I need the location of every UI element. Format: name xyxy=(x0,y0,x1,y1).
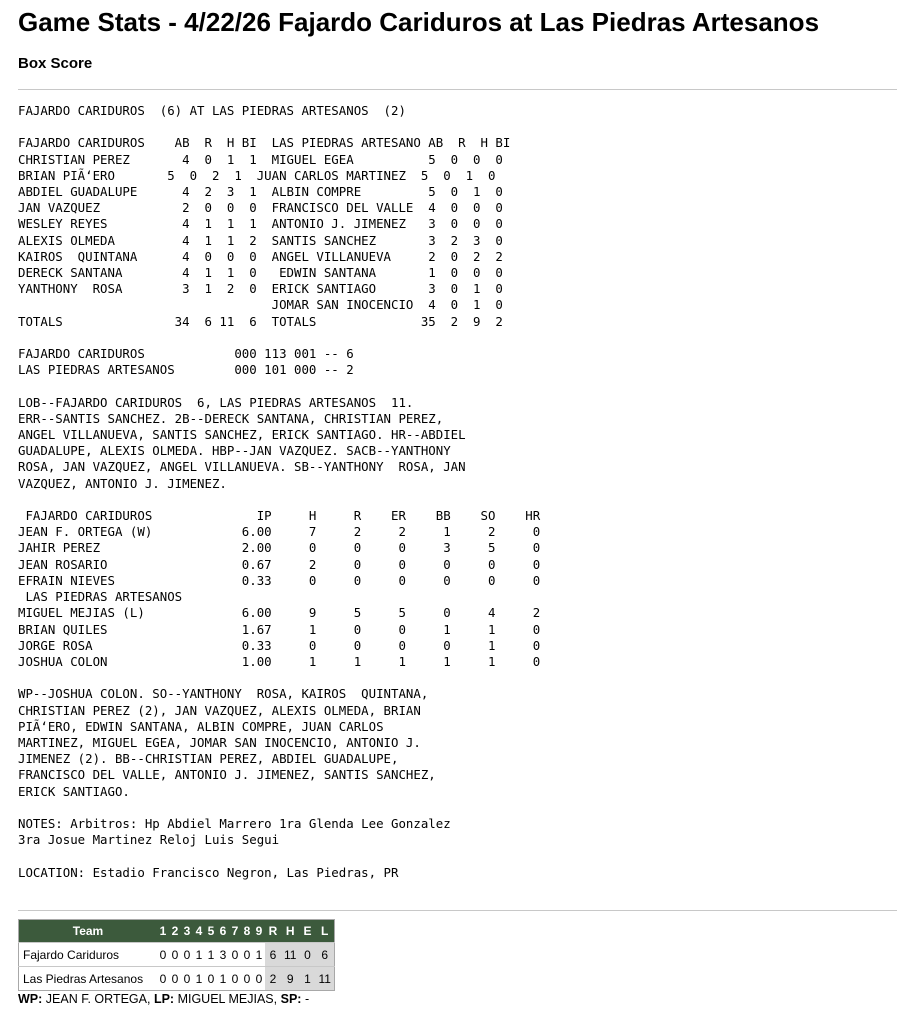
col-header-inning-2: 2 xyxy=(169,920,181,943)
inning-score: 1 xyxy=(193,967,205,991)
total-lob: 6 xyxy=(315,943,334,967)
col-header-inning-4: 4 xyxy=(193,920,205,943)
col-header-team: Team xyxy=(19,920,158,943)
divider-top xyxy=(18,89,897,90)
linescore-header-row xyxy=(19,920,335,943)
inning-score: 0 xyxy=(229,967,241,991)
divider-bottom xyxy=(18,910,897,911)
inning-score: 0 xyxy=(169,967,181,991)
lp-value: MIGUEL MEJIAS xyxy=(177,992,274,1006)
wp-value: JEAN F. ORTEGA xyxy=(45,992,147,1006)
team-name: Las Piedras Artesanos xyxy=(19,967,158,991)
inning-score: 0 xyxy=(169,943,181,967)
inning-score: 0 xyxy=(205,967,217,991)
col-header-inning-1: 1 xyxy=(157,920,169,943)
inning-score: 3 xyxy=(217,943,229,967)
col-header-inning-9: 9 xyxy=(253,920,265,943)
inning-score: 1 xyxy=(253,943,265,967)
linescore-row-home xyxy=(19,967,335,991)
col-header-lob: L xyxy=(315,920,334,943)
lp-label: LP: xyxy=(153,992,175,1006)
col-header-inning-8: 8 xyxy=(241,920,253,943)
col-header-inning-6: 6 xyxy=(217,920,229,943)
col-header-inning-7: 7 xyxy=(229,920,241,943)
inning-score: 0 xyxy=(241,943,253,967)
linescore-table xyxy=(18,919,335,991)
total-errors: 1 xyxy=(299,967,315,991)
sp-value: - xyxy=(304,992,310,1006)
sp-label: SP: xyxy=(280,992,302,1006)
col-header-errors: E xyxy=(299,920,315,943)
total-runs: 6 xyxy=(265,943,281,967)
inning-score: 0 xyxy=(181,943,193,967)
col-header-inning-5: 5 xyxy=(205,920,217,943)
total-runs: 2 xyxy=(265,967,281,991)
total-hits: 9 xyxy=(281,967,299,991)
separator: , xyxy=(273,992,281,1006)
inning-score: 0 xyxy=(229,943,241,967)
separator: , xyxy=(146,992,154,1006)
total-lob: 11 xyxy=(315,967,334,991)
page-title: Game Stats - 4/22/26 Fajardo Cariduros at Las Piedras Artesanos xyxy=(18,7,820,37)
inning-score: 0 xyxy=(157,943,169,967)
box-score-text: FAJARDO CARIDUROS (6) AT LAS PIEDRAS ARTESANOS (2) FAJARDO CARIDUROS AB R H BI LAS PIEDRAS ARTESANO AB R H BI CHRISTIAN PEREZ 4 0 1 1 MIGUEL EGEA 5 0 0 0 BRIAN PIÃ‘ERO 5 0 2 1 JUAN CARLOS MARTINEZ 5 0 1 0 ABDIEL GUADALUPE 4 2 3 1 ALBIN COMPRE 5 0 1 0 JAN VAZQUEZ 2 0 0 0 FRANCISCO DEL VALLE 4 0 0 0 WESLEY REYES 4 1 1 1 ANTONIO J. JIMENEZ 3 0 0 0 ALEXIS OLMEDA 4 1 1 2 SANTIS SANCHEZ 3 2 3 0 KAIROS QUINTANA 4 0 0 0 ANGEL VILLANUEVA 2 0 2 2 DERECK SANTANA 4 1 1 0 EDWIN SANTANA 1 0 0 0 YANTHONY ROSA 3 1 2 0 ERICK SANTIAGO 3 0 1 0 JOMAR SAN INOCENCIO 4 0 1 0 TOTALS 34 6 11 6 TOTALS 35 2 9 2 FAJARDO CARIDUROS 000 113 001 -- 6 LAS PIEDRAS ARTESANOS 000 101 000 -- 2 LOB--FAJARDO CARIDUROS 6, LAS PIEDRAS ARTESANOS 11. ERR--SANTIS SANCHEZ. 2B--DERECK SANTANA, CHRISTIAN PEREZ, ANGEL VILLANUEVA, SANTIS SANCHEZ, ERICK SANTIAGO. HR--ABDIEL GUADALUPE, ALEXIS OLMEDA. HBP--JAN VAZQUEZ. SACB--YANTHONY ROSA, JAN VAZQUEZ, ANGEL VILLANUEVA. SB--YANTHONY ROSA, JAN VAZQUEZ, ANTONIO J. JIMENEZ. FAJARDO CARIDUROS IP H R ER BB SO HR JEAN F. ORTEGA (W) 6.00 7 2 2 1 2 0 JAHIR PEREZ 2.00 0 0 0 3 5 0 JEAN ROSARIO 0.67 2 0 0 0 0 0 EFRAIN NIEVES 0.33 0 0 0 0 0 0 LAS PIEDRAS ARTESANOS MIGUEL MEJIAS (L) 6.00 9 5 5 0 4 2 BRIAN QUILES 1.67 1 0 0 1 1 0 JORGE ROSA 0.33 0 0 0 0 1 0 JOSHUA COLON 1.00 1 1 1 1 1 0 WP--JOSHUA COLON. SO--YANTHONY ROSA, KAIROS QUINTANA, CHRISTIAN PEREZ (2), JAN VAZQUEZ, ALEXIS OLMEDA, BRIAN PIÃ‘ERO, EDWIN SANTANA, ALBIN COMPRE, JUAN CARLOS MARTINEZ, MIGUEL EGEA, JOMAR SAN INOCENCIO, ANTONIO J. JIMENEZ (2). BB--CHRISTIAN PEREZ, ABDIEL GUADALUPE, FRANCISCO DEL VALLE, ANTONIO J. JIMENEZ, SANTIS SANCHEZ, ERICK SANTIAGO. NOTES: Arbitros: Hp Abdiel Marrero 1ra Glenda Lee Gonzalez 3ra Josue Martinez Reloj Luis Segui LOCATION: Estadio Francisco Negron, Las Piedras, PR xyxy=(18,103,541,880)
inning-score: 1 xyxy=(217,967,229,991)
col-header-inning-3: 3 xyxy=(181,920,193,943)
inning-score: 1 xyxy=(193,943,205,967)
page-subtitle: Box Score xyxy=(18,55,93,72)
inning-score: 1 xyxy=(205,943,217,967)
total-errors: 0 xyxy=(299,943,315,967)
col-header-hits: H xyxy=(281,920,299,943)
team-name: Fajardo Cariduros xyxy=(19,943,158,967)
pitchers-of-record xyxy=(18,991,309,1007)
inning-score: 0 xyxy=(157,967,169,991)
total-hits: 11 xyxy=(281,943,299,967)
linescore-row-away xyxy=(19,943,335,967)
col-header-runs: R xyxy=(265,920,281,943)
wp-label: WP: xyxy=(18,992,43,1006)
inning-score: 0 xyxy=(241,967,253,991)
inning-score: 0 xyxy=(253,967,265,991)
inning-score: 0 xyxy=(181,967,193,991)
